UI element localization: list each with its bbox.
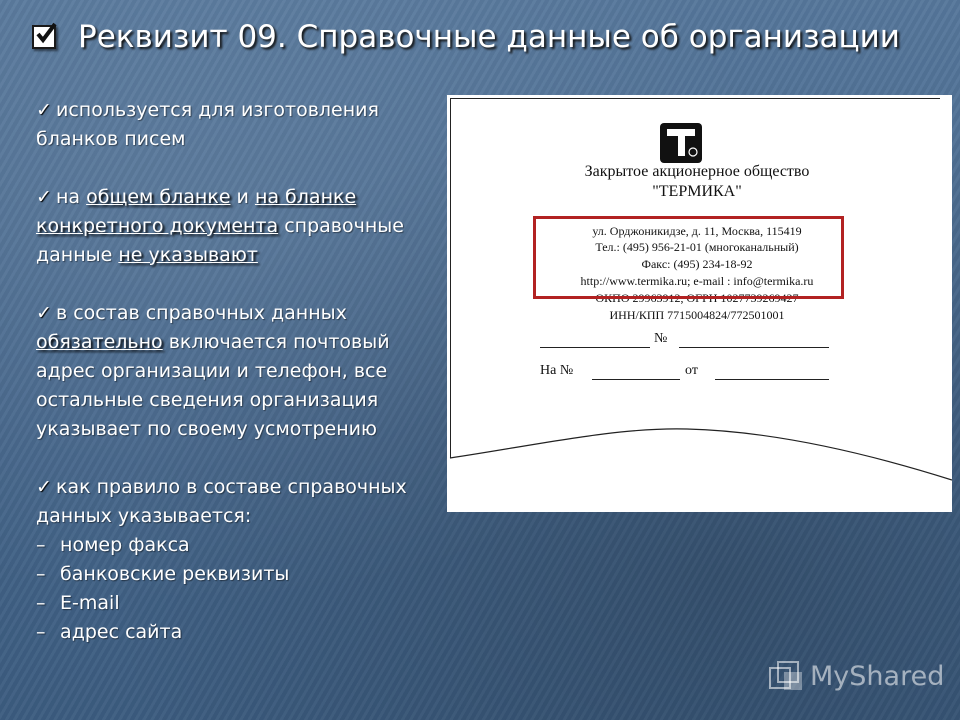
- torn-page-edge: [447, 95, 952, 512]
- check-icon: ✓: [36, 99, 52, 121]
- list-item: – адрес сайта: [36, 621, 183, 643]
- point-not-shown: ✓ на общем бланке и на бланке конкретного документа справочные данные не указывают: [36, 183, 432, 270]
- web-line: http://www.termika.ru; e-mail : info@termika.ru: [580, 274, 814, 288]
- company-type: Закрытое акционерное общество: [584, 163, 810, 180]
- in-reply-label: На №: [540, 363, 574, 378]
- watermark: MyShared: [766, 656, 944, 696]
- list-item: – банковские реквизиты: [36, 563, 290, 585]
- number-label: №: [654, 331, 668, 346]
- reference-data-highlight: [533, 216, 844, 299]
- bullet-content: [36, 96, 432, 647]
- slide-title: [32, 12, 952, 62]
- point-usually: ✓ как правило в составе справочных данных указывается: – номер факса – банковские реквизиты – E-mail – адрес сайта: [36, 473, 432, 647]
- check-icon: ✓: [36, 186, 52, 208]
- fax-line: Факс: (495) 234-18-92: [641, 257, 753, 271]
- check-icon: ✓: [36, 476, 52, 498]
- title-text: Реквизит 09. Справочные данные об организации: [78, 19, 900, 55]
- list-item: – номер факса: [36, 534, 190, 556]
- okpo-line: ОКПО 29963912, ОГРН 1027739269427: [595, 291, 799, 305]
- phone-line: Тел.: (495) 956-21-01 (многоканальный): [595, 240, 799, 254]
- check-icon: ✓: [36, 302, 52, 324]
- company-name: "ТЕРМИКА": [652, 183, 742, 200]
- point-mandatory: ✓ в состав справочных данных обязательно включается почтовый адрес организации и телефон, все остальные сведения организация указывает по своему усмотрению: [36, 299, 432, 444]
- letterhead-sample: [447, 95, 952, 512]
- from-label: от: [685, 363, 698, 378]
- checkbox-icon: [32, 25, 56, 49]
- point-usage: ✓ используется для изготовления бланков писем: [36, 96, 432, 154]
- inn-line: ИНН/КПП 7715004824/772501001: [609, 308, 785, 322]
- list-item: – E-mail: [36, 592, 120, 614]
- slides-icon: [766, 658, 806, 694]
- address-line: ул. Орджоникидзе, д. 11, Москва, 115419: [592, 224, 802, 238]
